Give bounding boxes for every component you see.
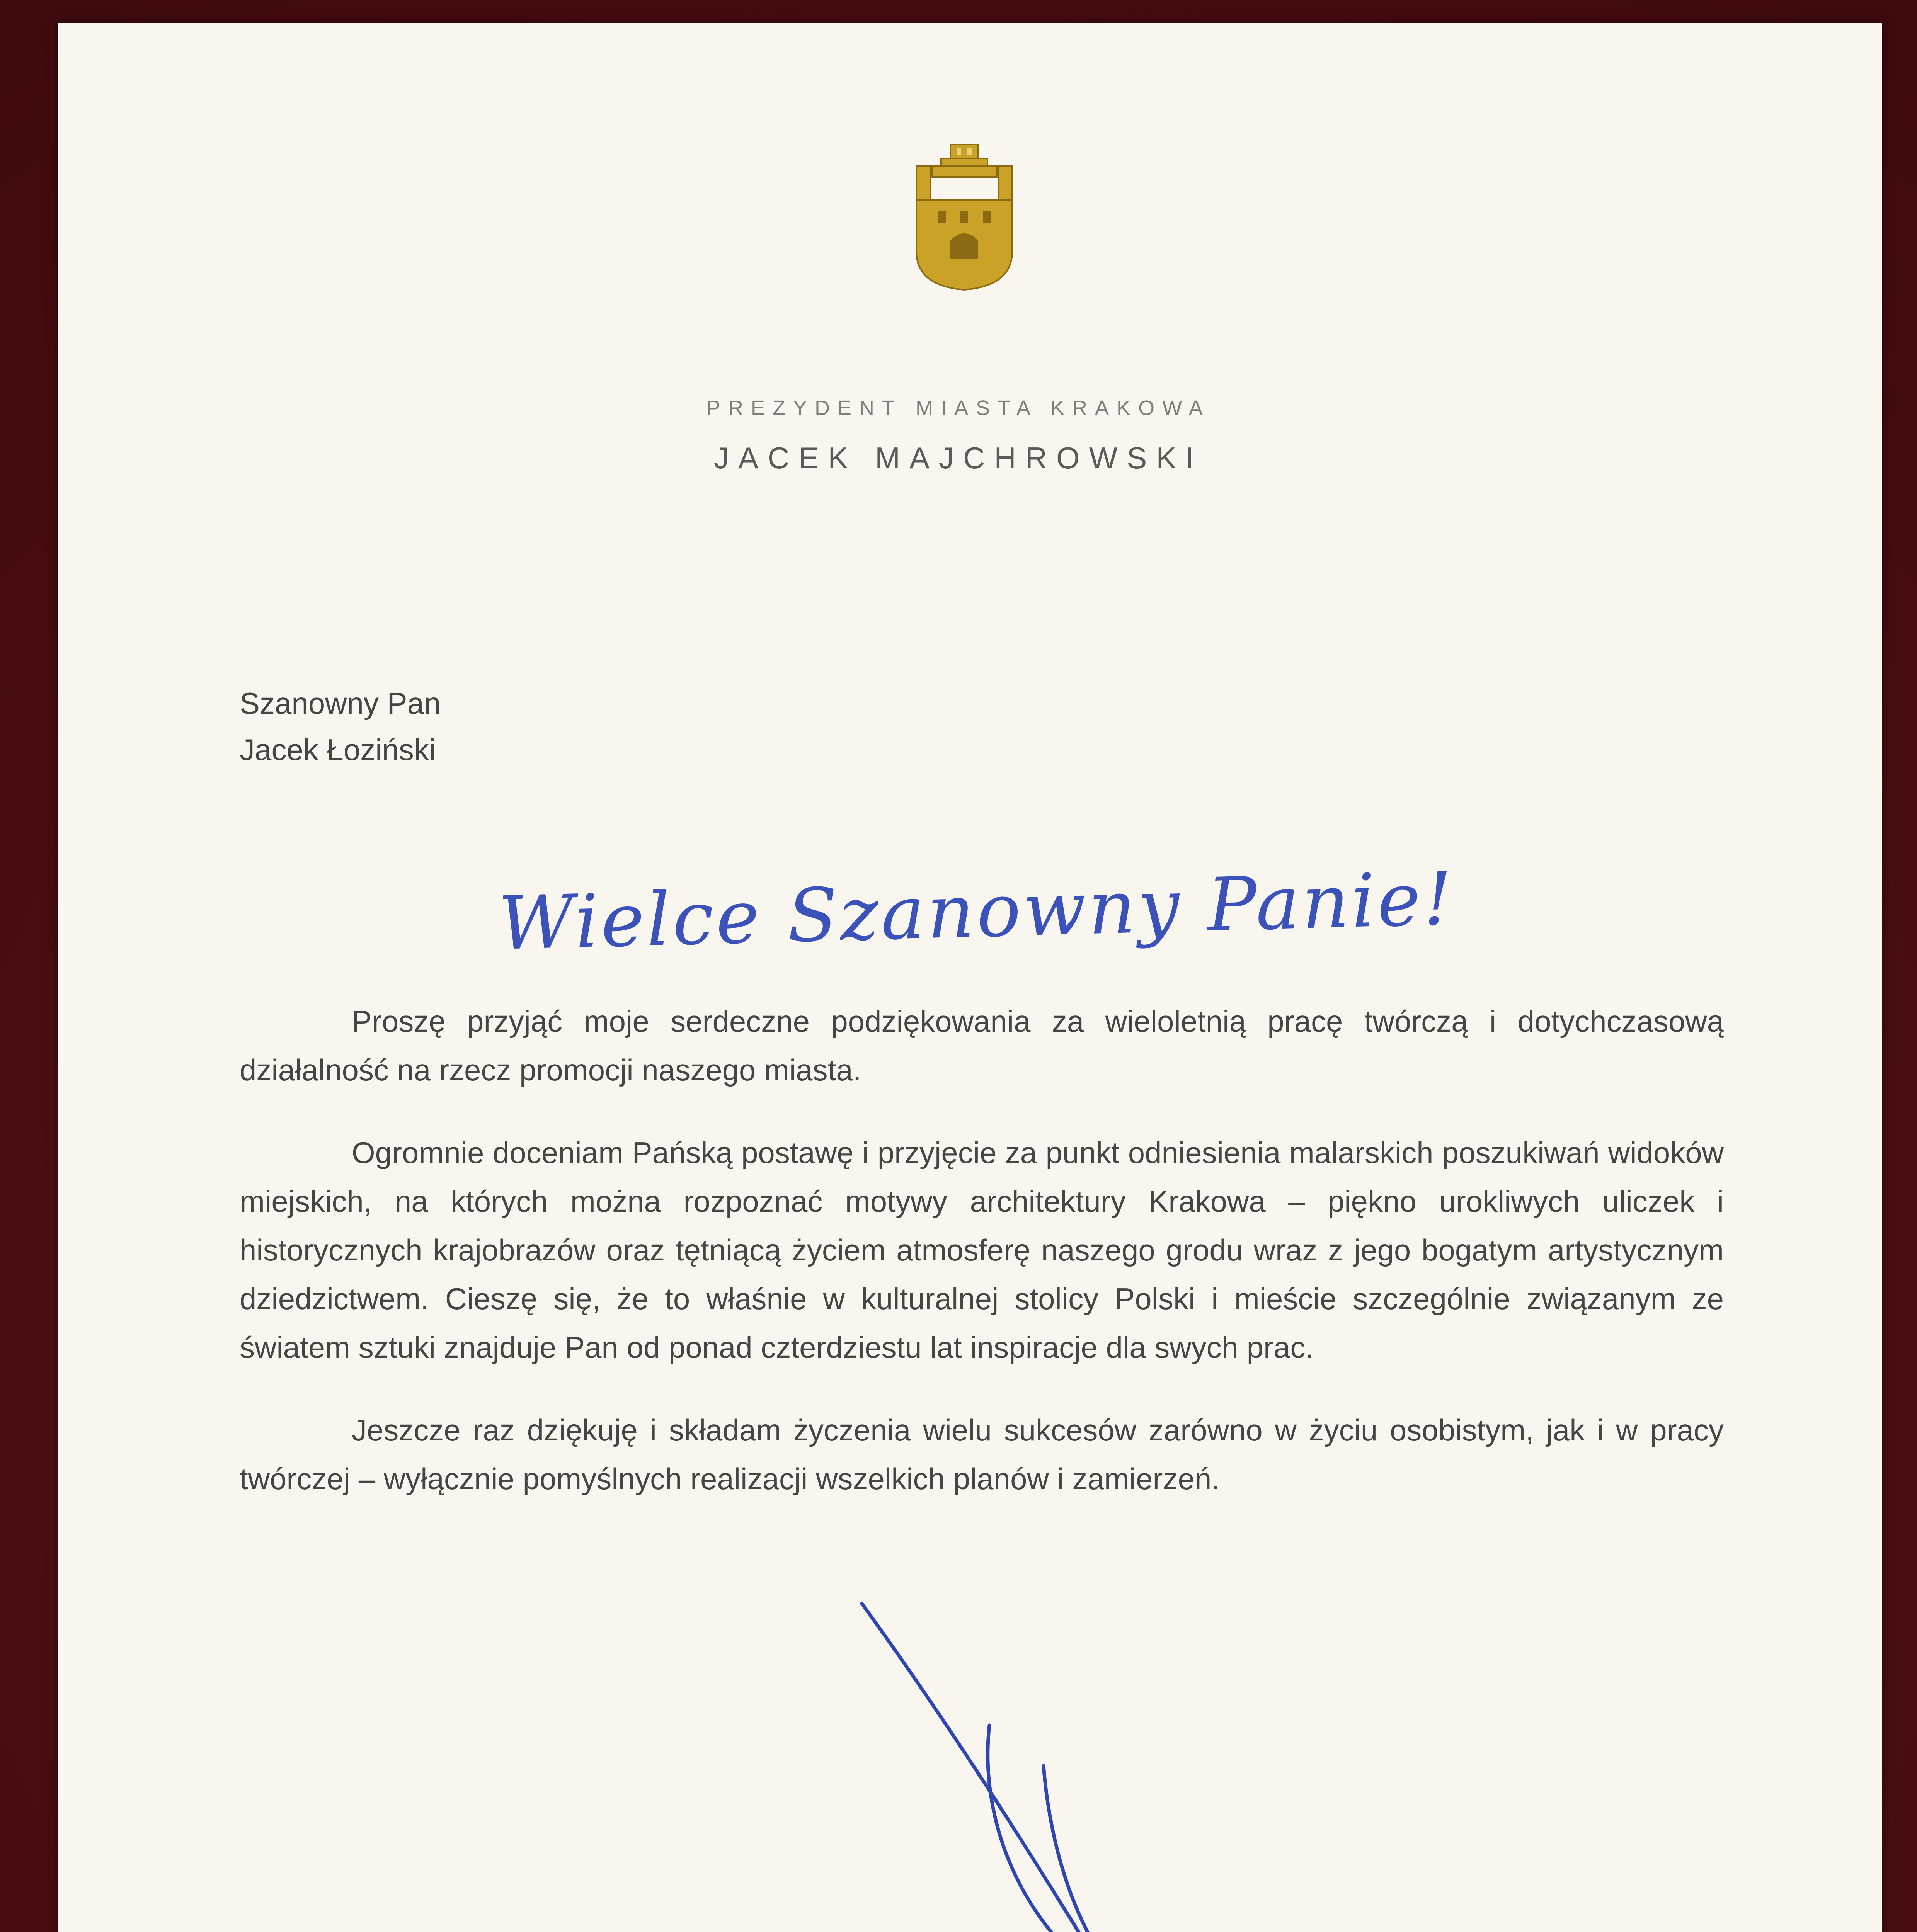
recipient-salutation-line: Szanowny Pan bbox=[240, 686, 441, 720]
body-paragraph: Proszę przyjąć moje serdeczne podziękowania za wieloletnią pracę twórczą i dotychczasową działalność na rzecz promocji naszego miasta. bbox=[240, 1004, 1724, 1087]
recipient-name: Jacek Łoziński bbox=[240, 733, 436, 767]
krakow-coat-of-arms-icon bbox=[910, 143, 1018, 294]
handwritten-salutation: Wielce Szanowny Panie! bbox=[497, 856, 1456, 966]
body-paragraph: Ogromnie doceniam Pańską postawę i przyjęcie za punkt odniesienia malarskich poszukiwań widoków miejskich, na których można rozpoznać motywy architektury Krakowa – piękno urokliwych uliczek i historycznych krajobrazów oraz tętniącą życiem atmosferę naszego grodu wraz z jego bogatym artystycznym dziedzictwem. Cieszę się, że to właśnie w kulturalnej stolicy Polski i mieście szczególnie związanym ze światem sztuki znajduje Pan od ponad czterdziestu lat inspiracje dla swych prac. bbox=[240, 1136, 1724, 1364]
recipient-block bbox=[240, 680, 441, 773]
handwritten-signature bbox=[850, 1592, 1701, 1932]
mayor-name: JACEK MAJCHROWSKI bbox=[713, 441, 1204, 475]
body-paragraph: Jeszcze raz dziękuję i składam życzenia wielu sukcesów zarówno w życiu osobistym, jak i w pracy twórczej – wyłącznie pomyślnych realizacji wszelkich planów i zamierzeń. bbox=[240, 1413, 1724, 1496]
letter-body bbox=[240, 997, 1724, 1537]
office-title: PREZYDENT MIASTA KRAKOWA bbox=[706, 396, 1211, 420]
